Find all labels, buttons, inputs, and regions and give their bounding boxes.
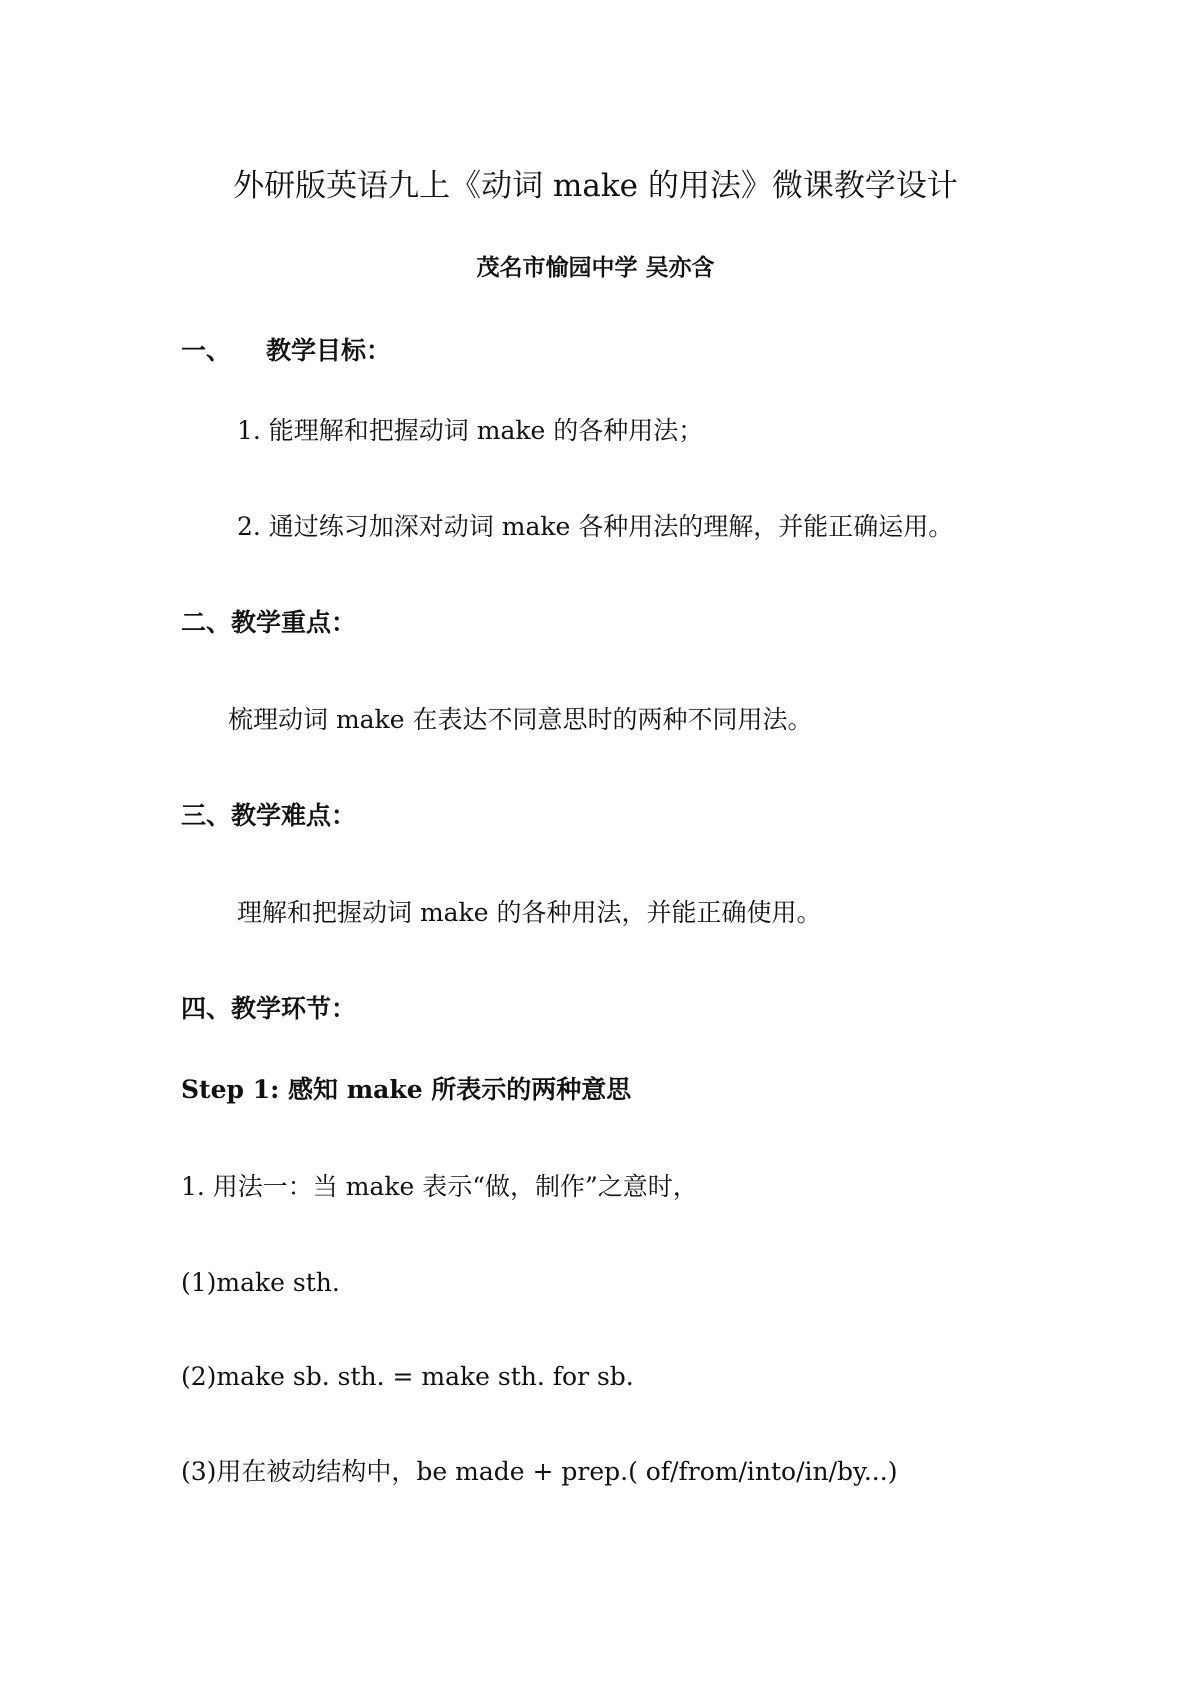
document-title: 外研版英语九上《动词 make 的用法》微课教学设计 (233, 168, 958, 204)
difficulty-text: 理解和把握动词 make 的各种用法，并能正确使用。 (237, 898, 822, 927)
usage-one-heading: 1. 用法一：当 make 表示“做，制作”之意时， (181, 1172, 698, 1201)
objective-item-1: 1. 能理解和把握动词 make 的各种用法； (237, 416, 704, 445)
usage-line-1: (1)make sth. (181, 1268, 340, 1297)
section-1-heading: 教学目标： (266, 336, 392, 365)
usage-line-2: (2)make sb. sth. = make sth. for sb. (181, 1362, 634, 1391)
section-2-heading: 二、教学重点： (181, 608, 357, 637)
section-4-heading: 四、教学环节： (181, 994, 357, 1023)
key-point-text: 梳理动词 make 在表达不同意思时的两种不同用法。 (228, 705, 813, 734)
usage-line-3: (3)用在被动结构中，be made + prep.( of/from/into/in/by...) (181, 1457, 898, 1486)
section-3-heading: 三、教学难点： (181, 801, 357, 830)
section-1-number: 一、 (181, 336, 232, 365)
author-line: 茂名市愉园中学 吴亦含 (476, 255, 715, 281)
objective-item-2: 2. 通过练习加深对动词 make 各种用法的理解，并能正确运用。 (237, 512, 954, 541)
step-1-title: Step 1: 感知 make 所表示的两种意思 (181, 1075, 632, 1104)
